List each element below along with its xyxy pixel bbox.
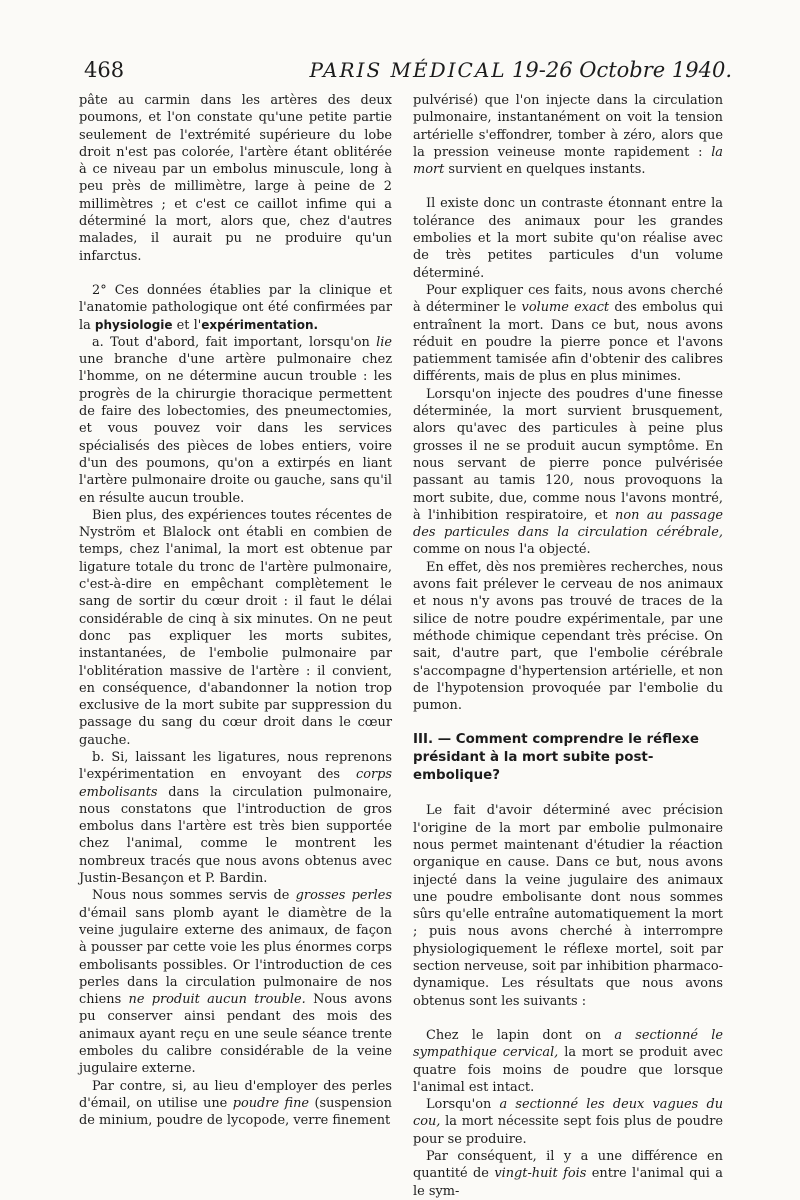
italic-term: a sectionné le sympathique cervical, <box>413 1027 723 1061</box>
bold-term: physiologie <box>94 317 173 332</box>
text-run: Pour expliquer ces faits, nous avons cherché à déterminer le <box>413 282 723 316</box>
text-run: des embolus qui entraînent la mort. Dans ce but, nous avons réduit en poudre la pierre ponce et l'avons patiemment tamisée afin d'obtenir des calibres différents, mais de plus en plus minimes. <box>413 300 723 385</box>
journal-title: PARIS MÉDICAL <box>309 58 507 82</box>
text-run: d'émail sans plomb ayant le diamètre de la veine jugulaire externe des animaux, de façon à pousser par cette voie les plus énormes corps embolisants possibles. Or l'introduction de ces perles dans la circulation pulmonaire de nos chiens <box>79 905 392 1008</box>
italic-term: lie <box>376 334 392 350</box>
paragraph: pâte au carmin dans les artères des deux poumons, et l'on constate qu'une petite partie seulement de l'extrémité supérieure du lobe droit n'est pas colorée, l'artère étant oblitérée à ce niveau par un embolus minuscule, long à peu près de millimètre, large à peine de 2 millimètres ; et c'est ce caillot infime qui a déterminé la mort, alors que, chez d'autres malades, il aurait pu ne produire qu'un infarctus. <box>79 93 392 264</box>
right-column <box>413 92 723 1200</box>
italic-term: a sectionné les deux vagues du cou, <box>413 1097 723 1130</box>
paragraph <box>79 749 392 887</box>
text-run: une branche d'une artère pulmonaire chez l'homme, on ne détermine aucun trouble : les progrès de la chirurgie thoracique permettent de faire des lobectomies, des pneumectomies, et vous pouvez voir dans les services spécialisés des pièces de lobes entiers, voire d'un des poumons, qu'on a extirpés en liant l'artère pulmonaire droite ou gauche, sans qu'il en résulte aucun trouble. <box>79 352 392 506</box>
text-run: b. Si, laissant les ligatures, nous reprenons l'expérimentation en envoyant des <box>79 749 392 783</box>
left-column <box>79 92 392 1130</box>
page-number: 468 <box>84 58 125 82</box>
text-run: Par conséquent, il y a une différence en quantité de <box>413 1149 723 1182</box>
text-run: Chez le lapin dont on <box>426 1027 615 1043</box>
paragraph <box>413 386 723 559</box>
italic-term: non au passage des particules dans la circulation cérébrale, <box>413 507 723 541</box>
paragraph: Il existe donc un contraste étonnant entre la tolérance des animaux pour les grandes embolies et la mort subite qu'on réalise avec de très petites particules d'un volume déterminé. <box>413 196 723 281</box>
text-run: dans la circulation pulmonaire, nous constatons que l'introduction de gros embolus dans l'artère est très bien supportée chez l'animal, comme le montrent les nombreux tracés que nous avons obtenus avec Justin-Besançon et P. Bardin. <box>79 784 392 887</box>
text-run: Lorsqu'on <box>426 1097 500 1113</box>
text-run: la mort se produit avec quatre fois moins de poudre que lorsque l'animal est intact. <box>413 1045 724 1095</box>
text-run: Lorsqu'on injecte des poudres d'une finesse déterminée, la mort survient brusquement, alors qu'avec des particules à peine plus grosses il ne se produit aucun symptôme. En nous servant de pierre ponce pulvérisée passant au tamis 120, nous provoquons la mort subite, due, comme nous l'avons montré, à l'inhibition respiratoire, et <box>413 386 723 523</box>
paragraph <box>79 1078 392 1130</box>
italic-term: grosses perles <box>295 888 392 904</box>
text-run: a. Tout d'abord, fait important, lorsqu'on <box>92 334 377 350</box>
paragraph <box>79 334 392 507</box>
text-run: la mort nécessite sept fois plus de poudre pour se produire. <box>413 1114 723 1147</box>
text-run: Nous nous sommes servis de <box>92 888 296 904</box>
paragraph <box>413 1027 723 1096</box>
paragraph <box>79 282 392 334</box>
italic-term: vingt-huit fois <box>494 1166 587 1182</box>
paragraph: En effet, dès nos premières recherches, nous avons fait prélever le cerveau de nos animaux et nous n'y avons pas trouvé de traces de la silice de notre poudre expérimentale, par une méthode chimique cependant très précise. On sait, d'autre part, que l'embolie cérébrale s'accompagne d'hypertension artérielle, et non de l'hypotension provoquée par l'embolie du pumon. <box>413 559 723 714</box>
italic-term: ne produit aucun trouble. <box>128 992 306 1008</box>
italic-term: corps embolisants <box>79 767 392 800</box>
paragraph <box>79 887 392 1077</box>
paragraph <box>413 1148 723 1200</box>
italic-term: la mort <box>413 144 723 178</box>
italic-term: poudre fine <box>232 1095 310 1111</box>
paragraph <box>413 1096 723 1148</box>
text-run: Nous avons pu conserver ainsi pendant des mois des animaux ayant reçu en une seule séance trente emboles du calibre considérable de la veine jugulaire externe. <box>79 992 392 1077</box>
paragraph: Le fait d'avoir déterminé avec précision l'origine de la mort par embolie pulmonaire nous permet maintenant d'étudier la réaction organique en cause. Dans ce but, nous avons injecté dans la veine jugulaire des animaux une poudre embolisante dont nous sommes sûrs qu'elle entraîne automatiquement la mort ; puis nous avons cherché à interrompre physiologiquement le réflexe mortel, soit par section nerveuse, soit par inhibition pharmaco-dynamique. Les résultats que nous avons obtenus sont les suivants : <box>413 803 723 1009</box>
text-run: Par contre, si, au lieu d'employer des perles d'émail, on utilise une <box>79 1078 392 1111</box>
text-run: (suspension de minium, poudre de lycopode, verre finement <box>79 1095 392 1129</box>
paragraph <box>413 92 723 178</box>
italic-term: volume exact <box>521 300 610 316</box>
bold-term: expérimentation. <box>201 317 319 332</box>
text-run: entre l'animal qui a le sym- <box>413 1166 723 1199</box>
paragraph <box>413 282 723 386</box>
text-run: et l' <box>172 317 202 333</box>
section-heading: III. — Comment comprendre le réflexe présidant à la mort subite post-embolique? <box>413 732 699 784</box>
text-run: pulvérisé) que l'on injecte dans la circulation pulmonaire, instantanément on voit la tension artérielle s'effondrer, tomber à zéro, alors que la pression veineuse monte rapidement : <box>413 93 723 160</box>
issue-date: 19-26 Octobre 1940. <box>512 58 732 82</box>
text-run: survient en quelques instants. <box>444 162 646 178</box>
page-header <box>84 58 732 88</box>
paragraph: Bien plus, des expériences toutes récentes de Nyström et Blalock ont établi en combien de temps, chez l'animal, la mort est obtenue par ligature totale du tronc de l'artère pulmonaire, c'est-à-dire en empêchant complètement le sang de sortir du cœur droit : il faut le délai considérable de cinq à six minutes. On ne peut donc pas expliquer les morts subites, instantanées, de l'embolie pulmonaire par l'oblitération massive de l'artère : il convient, en conséquence, d'abandonner la notion trop exclusive de la mort subite par suppression du passage du sang du cœur droit dans le cœur gauche. <box>79 507 392 748</box>
text-run: comme on nous l'a objecté. <box>413 542 591 558</box>
text-run: 2° Ces données établies par la clinique et l'anatomie pathologique ont été confirmées par la <box>79 282 392 333</box>
